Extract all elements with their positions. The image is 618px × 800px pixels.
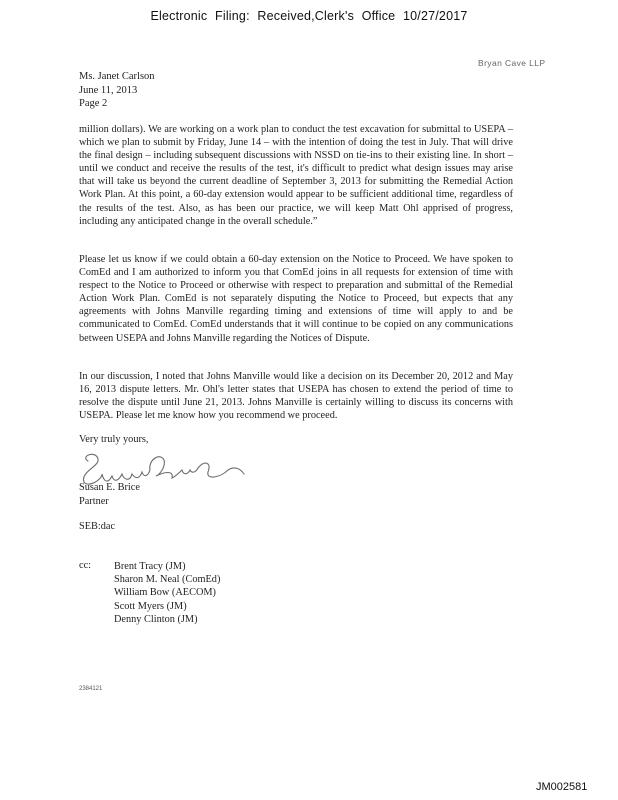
cc-recipient: Denny Clinton (JM) bbox=[114, 613, 198, 625]
body-paragraph-2: Please let us know if we could obtain a 60-day extension on the Notice to Proceed. We have spoken to ComEd and I am authorized to inform you that ComEd joins in all requests for extension of time with respect to the Notice to Proceed or otherwise with respect to preparation and submittal of the Remedial Action Work Plan. ComEd is not separately disputing the Notice to Proceed, but expects that any agreements with Johns Manville regarding timing and extensions of time will apply to and be communicated to ComEd. ComEd understands that it will continue to be copied on any communications between USEPA and Johns Manville regarding the Notices of Dispute. bbox=[79, 254, 513, 344]
body-paragraph-3: In our discussion, I noted that Johns Manville would like a decision on its December 20, 2012 and May 16, 2013 dispute letters. Mr. Ohl's letter states that USEPA has chosen to extend the period of time to resolve the dispute until June 21, 2013. Johns Manville is certainly willing to discuss its concerns with USEPA. Please let me know how you recommend we proceed. bbox=[79, 371, 513, 422]
cc-recipient: Sharon M. Neal (ComEd) bbox=[114, 574, 221, 586]
cc-list bbox=[114, 560, 220, 626]
cc-recipient: William Bow (AECOM) bbox=[114, 587, 216, 599]
recipient-name: Ms. Janet Carlson bbox=[79, 71, 155, 82]
page-number: Page 2 bbox=[79, 98, 108, 109]
letter-header bbox=[79, 70, 155, 111]
cc-label: cc: bbox=[79, 560, 92, 571]
document-number: 2384121 bbox=[79, 686, 103, 692]
typist-initials: SEB:dac bbox=[79, 521, 116, 532]
bates-number: JM002581 bbox=[536, 781, 588, 793]
signer-title: Partner bbox=[79, 496, 109, 507]
closing-salutation: Very truly yours, bbox=[79, 434, 149, 445]
signer-name: Susan E. Brice bbox=[79, 482, 140, 493]
firm-name: Bryan Cave LLP bbox=[478, 58, 546, 68]
cc-recipient: Brent Tracy (JM) bbox=[114, 561, 186, 572]
filing-stamp: Electronic Filing: Received,Clerk's Office 10/27/2017 bbox=[150, 9, 468, 23]
cc-recipient: Scott Myers (JM) bbox=[114, 600, 187, 612]
letter-date: June 11, 2013 bbox=[79, 84, 138, 96]
body-paragraph-1: million dollars). We are working on a work plan to conduct the test excavation for submittal to USEPA – which we plan to submit by Friday, June 14 – with the intention of doing the test in July. That will drive the final design – including subsequent discussions with NSSD on tie-ins to their existing line. In short – until we conduct and receive the results of the test, it's difficult to predict what design issues may arise that will take us beyond the current deadline of September 3, 2013 for submitting the Remedial Action Work Plan. At this point, a 60-day extension would appear to be sufficient additional time, regardless of the results of the test. Also, as has been our practice, we will keep Matt Ohl apprised of progress, including any anticipated change in the overall schedule.” bbox=[79, 124, 513, 227]
